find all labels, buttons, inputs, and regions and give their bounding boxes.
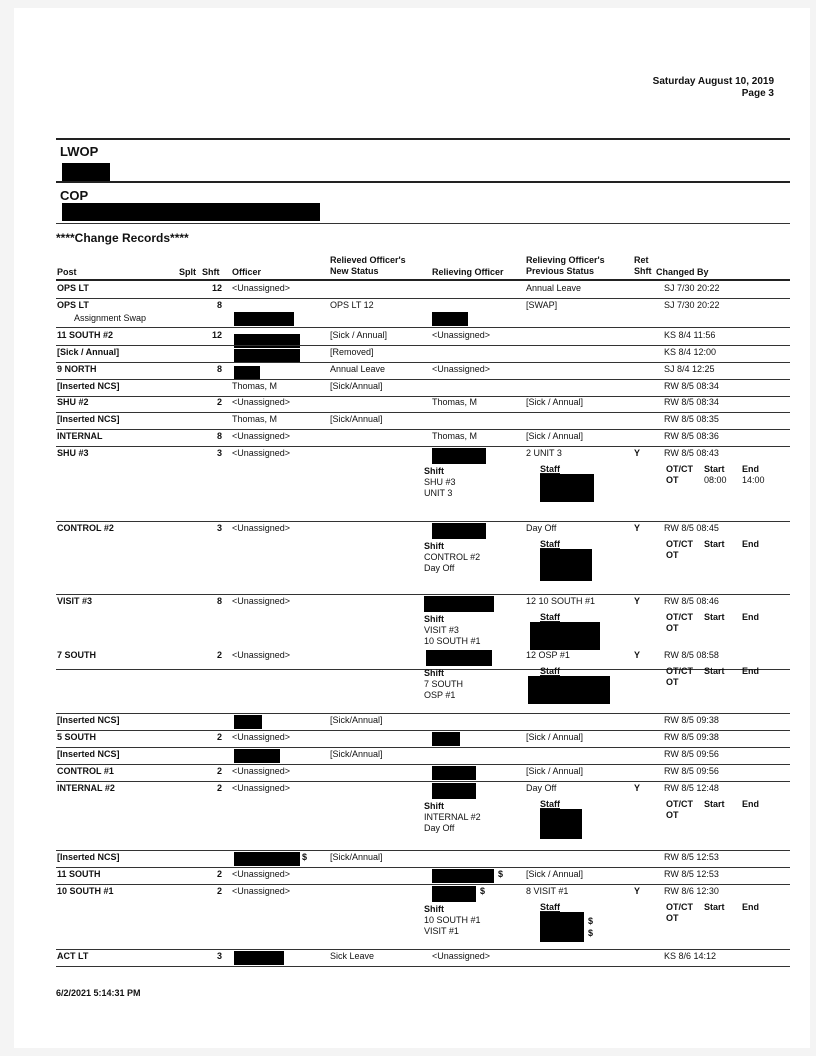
- row-prev: Day Off: [526, 783, 557, 793]
- row-relieving: Thomas, M: [432, 397, 478, 407]
- row-changed: RW 8/5 08:45: [664, 523, 719, 533]
- row-post: OPS LT: [57, 300, 89, 310]
- row-post: CONTROL #2: [57, 523, 114, 533]
- row-divider: [56, 730, 790, 731]
- detail-line: SHU #3: [424, 477, 456, 487]
- detail-otct: OT/CT: [666, 902, 693, 912]
- redaction-box: [234, 312, 294, 326]
- row-new-status: [Sick/Annual]: [330, 715, 383, 725]
- row-officer-mark: $: [302, 852, 308, 862]
- row-officer: <Unassigned>: [232, 886, 291, 896]
- row-changed: RW 8/5 08:43: [664, 448, 719, 458]
- row-post: 10 SOUTH #1: [57, 886, 114, 896]
- row-officer: Thomas, M: [232, 414, 278, 424]
- detail-line: Day Off: [424, 563, 455, 573]
- col-relieving-officer: Relieving Officer: [432, 267, 504, 277]
- row-officer: <Unassigned>: [232, 650, 291, 660]
- redaction-box: [432, 869, 494, 883]
- row-ret: Y: [634, 596, 641, 606]
- redaction-box: [234, 749, 280, 763]
- row-changed: RW 8/5 12:53: [664, 869, 719, 879]
- detail-line: OSP #1: [424, 690, 456, 700]
- row-divider: [56, 521, 790, 522]
- row-post: CONTROL #1: [57, 766, 114, 776]
- row-ret: Y: [634, 886, 641, 896]
- detail-staff-label: Staff: [540, 799, 560, 809]
- row-prev: [Sick / Annual]: [526, 766, 584, 776]
- row-prev: 12 OSP #1: [526, 650, 570, 660]
- detail-start-value: 08:00: [704, 475, 727, 485]
- row-ret: Y: [634, 783, 641, 793]
- change-records-title: ****Change Records****: [56, 231, 189, 245]
- print-timestamp: 6/2/2021 5:14:31 PM: [56, 988, 141, 998]
- detail-line: 10 SOUTH #1: [424, 636, 481, 646]
- col-prev-status-line2: Previous Status: [526, 266, 595, 276]
- row-shift: 2: [216, 783, 222, 793]
- row-divider: [56, 327, 790, 328]
- row-post: VISIT #3: [57, 596, 93, 606]
- row-changed: RW 8/5 09:38: [664, 732, 719, 742]
- row-shift: 2: [216, 869, 222, 879]
- row-new-status: [Sick/Annual]: [330, 852, 383, 862]
- row-new-status: [Sick/Annual]: [330, 749, 383, 759]
- document-page: [14, 8, 810, 1048]
- row-changed: RW 8/6 12:30: [664, 886, 719, 896]
- row-relieving: <Unassigned>: [432, 364, 491, 374]
- row-relieving: <Unassigned>: [432, 330, 491, 340]
- detail-staff-label: Staff: [540, 539, 560, 549]
- detail-line: UNIT 3: [424, 488, 453, 498]
- col-relieved-status-line1: Relieved Officer's: [330, 255, 406, 265]
- row-shift: 12: [211, 330, 222, 340]
- detail-line: Shift: [424, 541, 444, 551]
- redaction-box: [234, 715, 262, 729]
- row-shift: 8: [216, 431, 222, 441]
- row-changed: RW 8/5 08:34: [664, 381, 719, 391]
- detail-otct: OT/CT: [666, 539, 693, 549]
- detail-staff-label: Staff: [540, 464, 560, 474]
- detail-line: Shift: [424, 614, 444, 624]
- row-divider: [56, 379, 790, 380]
- row-post: 11 SOUTH #2: [57, 330, 114, 340]
- redaction-box: [540, 474, 594, 502]
- row-divider: [56, 713, 790, 714]
- row-changed: RW 8/5 09:38: [664, 715, 719, 725]
- detail-line: Shift: [424, 904, 444, 914]
- redaction-box: [530, 622, 600, 650]
- section-divider: [56, 181, 790, 183]
- row-post: SHU #2: [57, 397, 89, 407]
- row-prev: [Sick / Annual]: [526, 431, 584, 441]
- row-post: [Inserted NCS]: [57, 381, 120, 391]
- detail-ot: OT: [666, 623, 679, 633]
- row-shift: 2: [216, 766, 222, 776]
- row-changed: RW 8/5 09:56: [664, 766, 719, 776]
- redaction-box: [62, 203, 320, 221]
- row-prev: 12 10 SOUTH #1: [526, 596, 596, 606]
- row-post: 5 SOUTH: [57, 732, 97, 742]
- redaction-box: [62, 163, 110, 181]
- row-divider: [56, 966, 790, 967]
- row-prev: Annual Leave: [526, 283, 582, 293]
- row-officer: Thomas, M: [232, 381, 278, 391]
- col-officer: Officer: [232, 267, 262, 277]
- row-shift: 3: [216, 523, 222, 533]
- detail-line: VISIT #3: [424, 625, 459, 635]
- detail-line: Day Off: [424, 823, 455, 833]
- row-divider: [56, 850, 790, 851]
- row-officer: <Unassigned>: [232, 523, 291, 533]
- row-divider: [56, 747, 790, 748]
- col-changed-by: Changed By: [656, 267, 709, 277]
- row-changed: SJ 8/4 12:25: [664, 364, 715, 374]
- row-post: INTERNAL #2: [57, 783, 115, 793]
- detail-ot: OT: [666, 677, 679, 687]
- redaction-box: [432, 766, 476, 780]
- detail-ot: OT: [666, 550, 679, 560]
- redaction-box: [432, 783, 476, 799]
- redaction-box: [432, 312, 468, 326]
- detail-staff-label: Staff: [540, 612, 560, 622]
- redaction-box: [432, 448, 486, 464]
- col-prev-status: [526, 255, 605, 277]
- row-post: 7 SOUTH: [57, 650, 97, 660]
- detail-otct: OT/CT: [666, 612, 693, 622]
- redaction-box: [234, 349, 300, 363]
- detail-staff-label: Staff: [540, 666, 560, 676]
- row-shift: 8: [216, 596, 222, 606]
- row-officer: <Unassigned>: [232, 397, 291, 407]
- redaction-box: [234, 951, 284, 965]
- col-ret-line1: Ret: [634, 255, 649, 265]
- row-shift: 12: [211, 283, 222, 293]
- row-changed: RW 8/5 12:53: [664, 852, 719, 862]
- row-post: [Inserted NCS]: [57, 749, 120, 759]
- row-officer: <Unassigned>: [232, 448, 291, 458]
- row-post: ACT LT: [57, 951, 89, 961]
- redaction-box: [234, 366, 260, 380]
- section-divider: [56, 223, 790, 224]
- detail-line: CONTROL #2: [424, 552, 481, 562]
- detail-staff-label: Staff: [540, 902, 560, 912]
- col-shift: Shft: [202, 267, 220, 277]
- redaction-box: [540, 912, 584, 942]
- row-officer: <Unassigned>: [232, 431, 291, 441]
- row-divider: [56, 362, 790, 363]
- row-new-status: [Sick / Annual]: [330, 330, 388, 340]
- lwop-title: LWOP: [60, 144, 99, 159]
- detail-end: End: [742, 799, 759, 809]
- row-ret: Y: [634, 650, 641, 660]
- row-shift: 2: [216, 886, 222, 896]
- col-split: Splt: [179, 267, 196, 277]
- detail-otct: OT/CT: [666, 799, 693, 809]
- detail-line: 10 SOUTH #1: [424, 915, 481, 925]
- row-new-status: [Sick/Annual]: [330, 414, 383, 424]
- redaction-box: [528, 676, 610, 704]
- detail-ot: OT: [666, 475, 679, 485]
- row-changed: KS 8/4 12:00: [664, 347, 717, 357]
- header-divider: [56, 279, 790, 281]
- row-new-status: [Removed]: [330, 347, 374, 357]
- row-changed: RW 8/5 08:36: [664, 431, 719, 441]
- row-new-status: Sick Leave: [330, 951, 375, 961]
- detail-ot: OT: [666, 810, 679, 820]
- row-changed: KS 8/4 11:56: [664, 330, 716, 340]
- row-changed: SJ 7/30 20:22: [664, 300, 720, 310]
- row-changed: RW 8/5 08:34: [664, 397, 719, 407]
- row-divider: [56, 429, 790, 430]
- detail-staff-mark: $: [588, 928, 594, 938]
- row-prev: Day Off: [526, 523, 557, 533]
- row-post: [Sick / Annual]: [57, 347, 120, 357]
- row-divider: [56, 298, 790, 299]
- report-header: [653, 76, 774, 100]
- detail-end-value: 14:00: [742, 475, 765, 485]
- redaction-box: [432, 523, 486, 539]
- row-prev: 8 VISIT #1: [526, 886, 569, 896]
- row-relieving: <Unassigned>: [432, 951, 491, 961]
- row-shift: 2: [216, 732, 222, 742]
- row-post: [Inserted NCS]: [57, 852, 120, 862]
- detail-end: End: [742, 666, 759, 676]
- row-shift: 8: [216, 364, 222, 374]
- detail-end: End: [742, 464, 759, 474]
- row-changed: RW 8/5 12:48: [664, 783, 719, 793]
- row-shift: 2: [216, 397, 222, 407]
- row-prev: [Sick / Annual]: [526, 397, 584, 407]
- col-prev-status-line1: Relieving Officer's: [526, 255, 605, 265]
- row-post: 11 SOUTH: [57, 869, 101, 879]
- detail-line: VISIT #1: [424, 926, 459, 936]
- col-relieved-status-line2: New Status: [330, 266, 379, 276]
- detail-otct: OT/CT: [666, 666, 693, 676]
- row-changed: RW 8/5 08:46: [664, 596, 719, 606]
- detail-line: Shift: [424, 668, 444, 678]
- detail-staff-mark: $: [588, 916, 594, 926]
- redaction-box: [540, 549, 592, 581]
- detail-line: 7 SOUTH: [424, 679, 464, 689]
- row-relieving: Thomas, M: [432, 431, 478, 441]
- row-officer: <Unassigned>: [232, 869, 291, 879]
- page-number: Page 3: [741, 88, 774, 99]
- row-relieving-mark: $: [498, 869, 504, 879]
- col-post: Post: [57, 267, 77, 277]
- report-date: Saturday August 10, 2019: [652, 76, 774, 87]
- row-shift: 2: [216, 650, 222, 660]
- row-changed: RW 8/5 08:58: [664, 650, 719, 660]
- row-prev: [SWAP]: [526, 300, 558, 310]
- row-changed: RW 8/5 09:56: [664, 749, 719, 759]
- row-note: Assignment Swap: [74, 313, 147, 323]
- redaction-box: [424, 596, 494, 612]
- row-shift: 8: [216, 300, 222, 310]
- row-officer: <Unassigned>: [232, 766, 291, 776]
- col-relieved-status: [330, 255, 406, 277]
- detail-start: Start: [704, 902, 725, 912]
- redaction-box: [432, 886, 476, 902]
- row-officer: <Unassigned>: [232, 732, 291, 742]
- row-divider: [56, 781, 790, 782]
- row-post: OPS LT: [57, 283, 89, 293]
- redaction-box: [432, 732, 460, 746]
- row-officer: <Unassigned>: [232, 783, 291, 793]
- row-post: [Inserted NCS]: [57, 414, 120, 424]
- row-shift: 3: [216, 951, 222, 961]
- row-changed: KS 8/6 14:12: [664, 951, 717, 961]
- section-divider: [56, 138, 790, 140]
- row-officer: <Unassigned>: [232, 596, 291, 606]
- row-post: [Inserted NCS]: [57, 715, 120, 725]
- row-changed: RW 8/5 08:35: [664, 414, 719, 424]
- row-ret: Y: [634, 523, 641, 533]
- row-divider: [56, 867, 790, 868]
- row-relieving-mark: $: [480, 886, 486, 896]
- redaction-box: [540, 809, 582, 839]
- row-prev: 2 UNIT 3: [526, 448, 562, 458]
- detail-end: End: [742, 612, 759, 622]
- row-new-status: Annual Leave: [330, 364, 386, 374]
- row-divider: [56, 446, 790, 447]
- row-divider: [56, 412, 790, 413]
- detail-ot: OT: [666, 913, 679, 923]
- detail-start: Start: [704, 666, 725, 676]
- detail-start: Start: [704, 464, 725, 474]
- row-changed: SJ 7/30 20:22: [664, 283, 720, 293]
- row-divider: [56, 884, 790, 885]
- row-prev: [Sick / Annual]: [526, 869, 584, 879]
- detail-otct: OT/CT: [666, 464, 693, 474]
- detail-start: Start: [704, 799, 725, 809]
- cop-title: COP: [60, 188, 89, 203]
- redaction-box: [234, 852, 300, 866]
- detail-line: Shift: [424, 801, 444, 811]
- detail-line: INTERNAL #2: [424, 812, 481, 822]
- detail-start: Start: [704, 612, 725, 622]
- row-new-status: [Sick/Annual]: [330, 381, 383, 391]
- row-divider: [56, 764, 790, 765]
- row-divider: [56, 594, 790, 595]
- col-ret-shift: [634, 255, 652, 277]
- row-new-status: OPS LT 12: [330, 300, 374, 310]
- row-prev: [Sick / Annual]: [526, 732, 584, 742]
- row-post: 9 NORTH: [57, 364, 97, 374]
- row-post: INTERNAL: [57, 431, 103, 441]
- row-divider: [56, 949, 790, 950]
- col-ret-line2: Shft: [634, 266, 652, 276]
- detail-line: Shift: [424, 466, 444, 476]
- detail-end: End: [742, 902, 759, 912]
- row-shift: 3: [216, 448, 222, 458]
- row-officer: <Unassigned>: [232, 283, 291, 293]
- row-divider: [56, 345, 790, 346]
- row-ret: Y: [634, 448, 641, 458]
- row-post: SHU #3: [57, 448, 89, 458]
- detail-start: Start: [704, 539, 725, 549]
- detail-end: End: [742, 539, 759, 549]
- redaction-box: [426, 650, 492, 666]
